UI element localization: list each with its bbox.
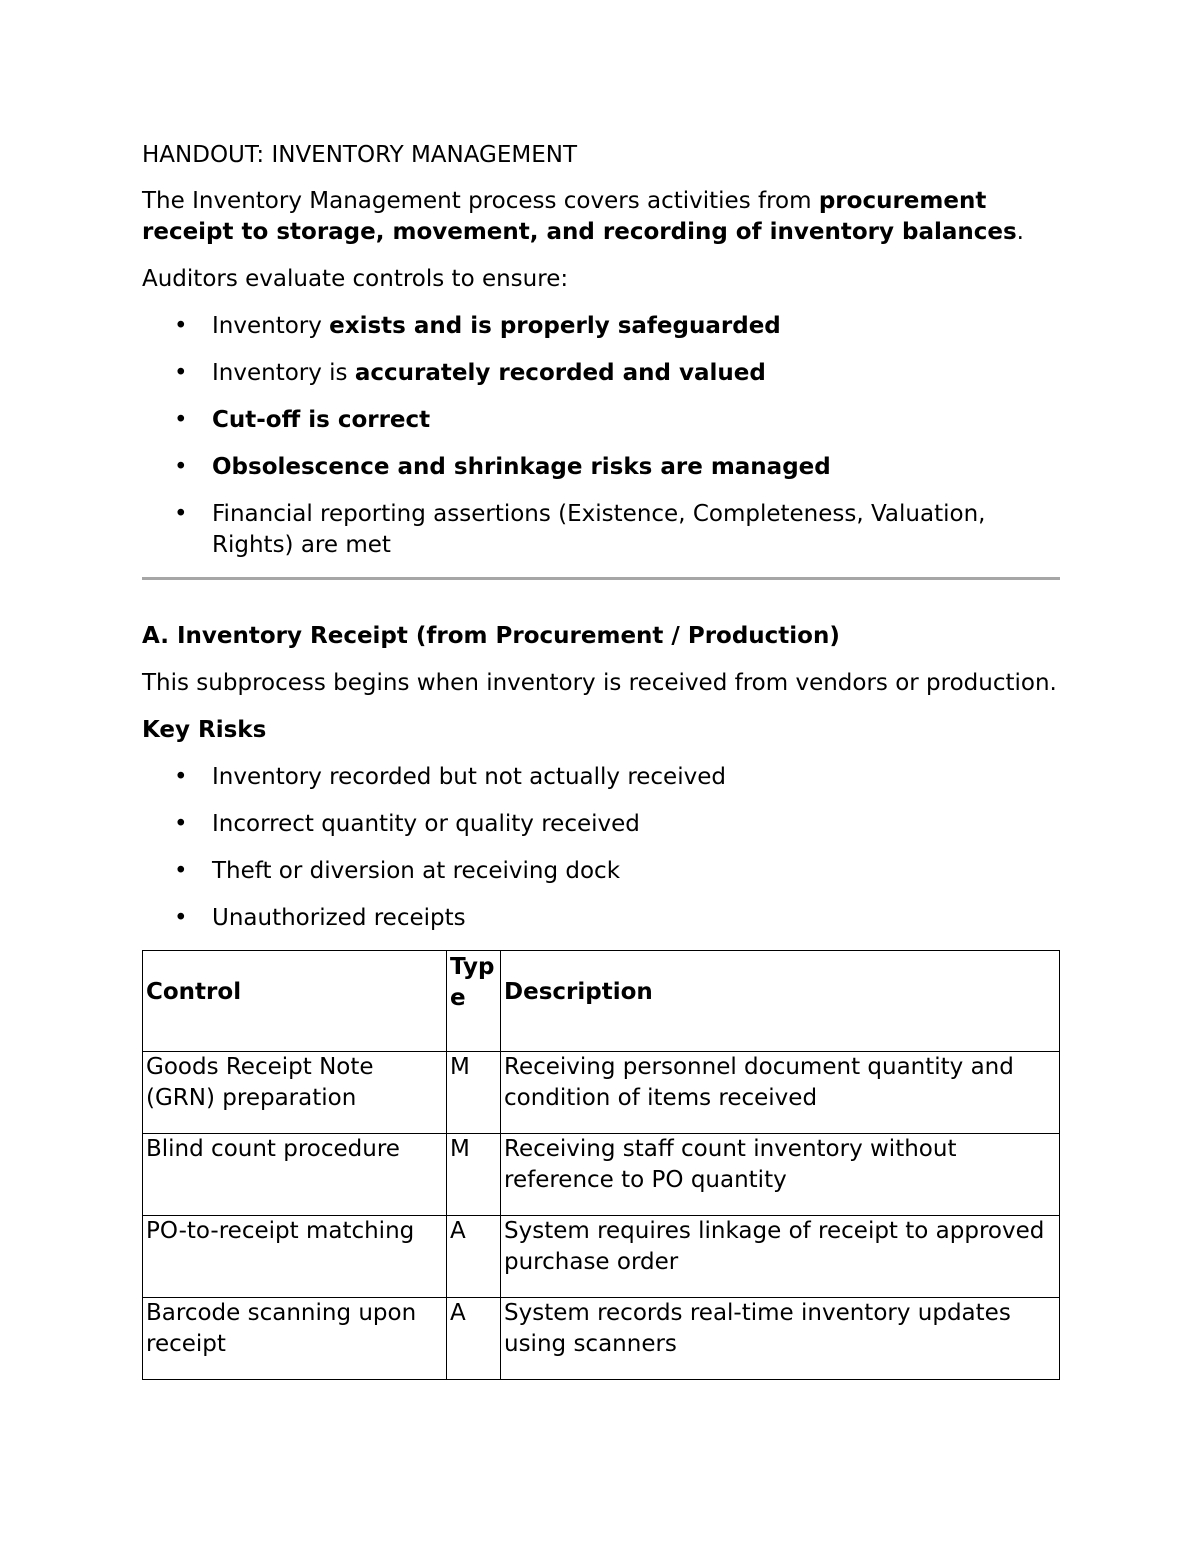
- header-label: Typ e: [450, 954, 495, 1011]
- table-header-row: [143, 951, 1060, 1052]
- list-item-text: Inventory: [212, 313, 330, 339]
- section-a-description: This subprocess begins when inventory is received from vendors or production.: [142, 670, 1057, 696]
- auditors-lead: Auditors evaluate controls to ensure:: [142, 266, 569, 292]
- bullet-icon: •: [174, 454, 188, 480]
- intro-paragraph: [142, 186, 1060, 248]
- list-item: [142, 358, 1060, 389]
- cell-type: M: [447, 1052, 501, 1134]
- horizontal-divider: [142, 577, 1060, 580]
- bullet-icon: •: [174, 905, 188, 931]
- cell-type: M: [447, 1134, 501, 1216]
- list-item: [142, 809, 1060, 840]
- list-item-emphasis: Cut-off is correct: [212, 407, 431, 433]
- list-item: [142, 311, 1060, 342]
- cell-control: Goods Receipt Note (GRN) preparation: [143, 1052, 447, 1134]
- list-item-text: Incorrect quantity or quality received: [212, 811, 640, 837]
- cell-description: Receiving staff count inventory without reference to PO quantity: [501, 1134, 1060, 1216]
- list-item-emphasis: exists and is properly safeguarded: [329, 313, 781, 339]
- document-page: [142, 140, 1060, 1380]
- bullet-icon: •: [174, 811, 188, 837]
- key-risks-list: [142, 762, 1060, 934]
- header-cell-description: [501, 951, 1060, 1052]
- list-item: [142, 856, 1060, 887]
- list-item: [142, 762, 1060, 793]
- header-label: Description: [504, 979, 653, 1005]
- list-item-text: Unauthorized receipts: [212, 905, 466, 931]
- cell-description: System requires linkage of receipt to approved purchase order: [501, 1216, 1060, 1298]
- bullet-icon: •: [174, 858, 188, 884]
- table-row: [143, 1134, 1060, 1216]
- bullet-icon: •: [174, 360, 188, 386]
- list-item-text: Financial reporting assertions (Existence, Completeness, Valuation, Rights) are met: [212, 501, 986, 558]
- header-cell-type: [447, 951, 501, 1052]
- bullet-icon: •: [174, 764, 188, 790]
- table-row: [143, 1298, 1060, 1380]
- controls-table: [142, 950, 1060, 1380]
- cell-control: PO-to-receipt matching: [143, 1216, 447, 1298]
- bullet-icon: •: [174, 407, 188, 433]
- list-item-emphasis: accurately recorded and valued: [354, 360, 766, 386]
- header-label: Control: [146, 979, 242, 1005]
- cell-description: System records real-time inventory updates using scanners: [501, 1298, 1060, 1380]
- list-item-text: Inventory is: [212, 360, 355, 386]
- key-risks-heading: Key Risks: [142, 717, 267, 743]
- header-cell-control: [143, 951, 447, 1052]
- cell-control: Blind count procedure: [143, 1134, 447, 1216]
- section-a-heading: A. Inventory Receipt (from Procurement / Production): [142, 623, 840, 649]
- list-item: [142, 405, 1060, 436]
- list-item-emphasis: Obsolescence and shrinkage risks are managed: [212, 454, 831, 480]
- list-item: [142, 499, 1060, 561]
- intro-text: The Inventory Management process covers activities from: [142, 188, 819, 214]
- intro-emphasis: procurement receipt to storage, movement, and recording of inventory balances: [142, 188, 1017, 245]
- bullet-icon: •: [174, 313, 188, 339]
- document-title: HANDOUT: INVENTORY MANAGEMENT: [142, 142, 578, 168]
- bullet-icon: •: [174, 501, 188, 527]
- cell-control: Barcode scanning upon receipt: [143, 1298, 447, 1380]
- objectives-list: [142, 311, 1060, 561]
- intro-end: .: [1016, 219, 1024, 245]
- cell-description: Receiving personnel document quantity and condition of items received: [501, 1052, 1060, 1134]
- list-item-text: Inventory recorded but not actually received: [212, 764, 726, 790]
- table-row: [143, 1216, 1060, 1298]
- cell-type: A: [447, 1216, 501, 1298]
- cell-type: A: [447, 1298, 501, 1380]
- list-item: [142, 452, 1060, 483]
- list-item-text: Theft or diversion at receiving dock: [212, 858, 621, 884]
- table-row: [143, 1052, 1060, 1134]
- list-item: [142, 903, 1060, 934]
